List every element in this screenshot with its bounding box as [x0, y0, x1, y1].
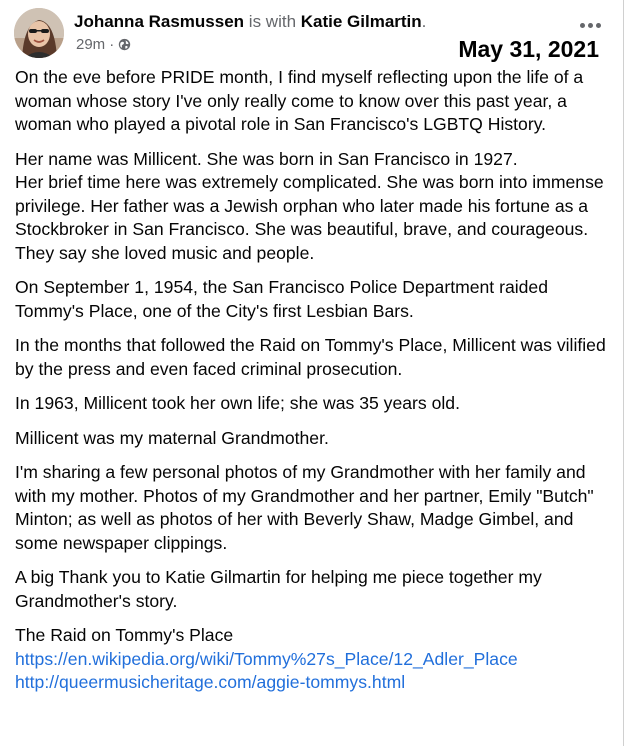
tagged-suffix: . — [421, 12, 427, 31]
with-text: is with — [244, 12, 301, 31]
more-dot — [588, 23, 593, 28]
post-paragraph: In 1963, Millicent took her own life; she was 35 years old. — [15, 393, 460, 413]
author-name[interactable]: Johanna Rasmussen — [74, 12, 245, 31]
post-paragraph: The Raid on Tommy's Place — [15, 625, 234, 645]
post-time[interactable]: 29m — [76, 36, 106, 53]
post-paragraph: Millicent was my maternal Grandmother. — [15, 427, 329, 448]
post-paragraph: Her brief time here was extremely complicated. She was born into immense privilege. Her father was a Jewish orphan who later made his fortune as a Stockbroker in San Francisco. She was beautiful, brave, and courageous. They say she loved music and people. — [15, 172, 604, 263]
post-paragraph: Her name was Millicent. She was born in San Francisco in 1927. — [15, 148, 518, 169]
author-line — [74, 12, 426, 32]
post-paragraph: On September 1, 1954, the San Francisco Police Department raided Tommy's Place, one of the City's first Lesbian Bars. — [15, 277, 548, 321]
post-paragraph: In the months that followed the Raid on Tommy's Place, Millicent was vilified by the press and even faced criminal prosecution. — [15, 335, 606, 379]
post-paragraph: I'm sharing a few personal photos of my Grandmother with her family and with my mother. Photos of my Grandmother and her partner, Emily "Butch" Minton; as well as photos of her with Beverly Shaw, Madge Gimbel, and some newspaper clippings. — [15, 462, 594, 553]
tagged-name[interactable]: Katie Gilmartin — [300, 12, 422, 31]
queermusicheritage-link[interactable]: http://queermusicheritage.com/aggie-tommys.html — [15, 672, 406, 692]
meta-separator: · — [109, 36, 115, 53]
more-options-icon[interactable] — [580, 20, 604, 30]
post-meta — [76, 36, 131, 53]
post-paragraph: On the eve before PRIDE month, I find myself reflecting upon the life of a woman whose story I've only really come to know over this past year, a woman who played a pivotal role in San Francisco's LGBTQ History. — [15, 67, 584, 134]
more-dot — [580, 23, 585, 28]
globe-icon[interactable] — [118, 38, 131, 51]
avatar-photo — [14, 8, 64, 58]
more-dot — [596, 23, 601, 28]
author-avatar[interactable] — [14, 8, 64, 58]
post-body — [15, 66, 611, 695]
post-paragraph: A big Thank you to Katie Gilmartin for helping me piece together my Grandmother's story. — [15, 567, 542, 611]
date-stamp: May 31, 2021 — [458, 36, 599, 62]
wikipedia-link[interactable]: https://en.wikipedia.org/wiki/Tommy%27s_Place/12_Adler_Place — [15, 648, 518, 669]
